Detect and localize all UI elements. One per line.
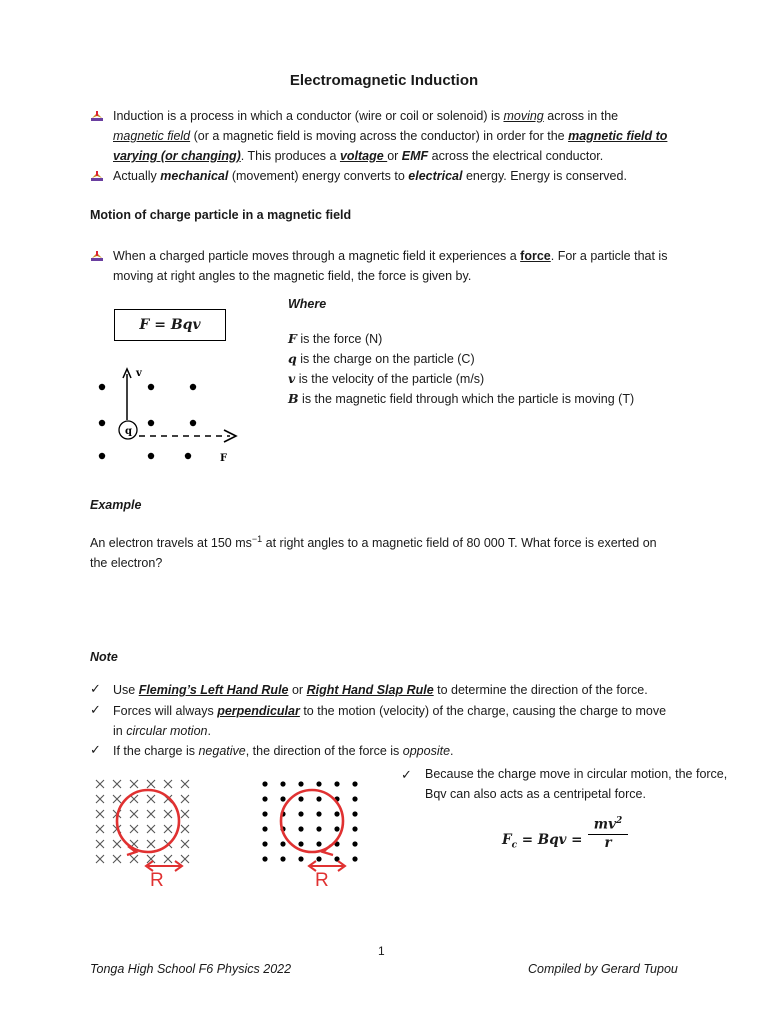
cross-mark xyxy=(113,795,121,803)
cross-mark xyxy=(147,780,155,788)
cross-mark xyxy=(130,825,138,833)
radius-label: R xyxy=(315,870,329,891)
circular-motion-into-page-diagram xyxy=(90,776,205,891)
definitions-list xyxy=(288,329,688,409)
cross-mark xyxy=(147,825,155,833)
charge-label: q xyxy=(125,426,132,437)
dot-mark xyxy=(352,856,357,861)
cross-mark xyxy=(181,795,189,803)
check-icon: ✓ xyxy=(90,681,101,696)
dot-mark xyxy=(262,826,267,831)
bullet-icon xyxy=(90,170,104,184)
cross-mark xyxy=(113,855,121,863)
footer-left: Tonga High School F6 Physics 2022 xyxy=(90,962,292,976)
dot-mark xyxy=(280,856,285,861)
dot-mark xyxy=(262,811,267,816)
definition-item: B is the magnetic field through which the particle is moving (T) xyxy=(288,391,635,406)
dot-mark xyxy=(334,811,339,816)
note-item-4: Because the charge move in circular motion, the force, Bqv can also acts as a centripetal force. xyxy=(425,767,728,801)
cross-mark xyxy=(96,810,104,818)
velocity-label: v xyxy=(136,368,142,379)
cross-mark xyxy=(113,840,121,848)
bullet-icon xyxy=(90,110,104,124)
note-item-3: If the charge is negative, the direction of the force is opposite. xyxy=(113,744,454,758)
definition-item: F is the force (N) xyxy=(288,331,383,346)
cross-mark xyxy=(164,780,172,788)
dot-mark xyxy=(262,841,267,846)
cross-mark xyxy=(130,810,138,818)
dot-mark xyxy=(298,856,303,861)
page-number: 1 xyxy=(378,944,385,958)
cross-mark xyxy=(164,825,172,833)
dot-mark xyxy=(352,826,357,831)
footer-right: Compiled by Gerard Tupou xyxy=(528,962,678,976)
cross-mark xyxy=(130,855,138,863)
section-bullet: When a charged particle moves through a magnetic field it experiences a force. For a particle that is moving at right angles to the magnetic field, the force is given by. xyxy=(113,249,668,283)
note-heading: Note xyxy=(90,650,118,664)
dot-mark xyxy=(298,796,303,801)
cross-mark xyxy=(147,795,155,803)
centripetal-formula: $F_c$ = Bqv = xyxy=(502,832,583,851)
cross-mark xyxy=(96,855,104,863)
cross-mark xyxy=(181,840,189,848)
intro-bullet-1: Induction is a process in which a conductor (wire or coil or solenoid) is moving across in the magnetic field (or a magnetic field is moving across the conductor) in order for the magnetic field to varying (or changing). This produces a voltage or EMF across the electrical conductor. xyxy=(113,109,668,163)
dot-mark xyxy=(280,796,285,801)
circular-path xyxy=(281,790,343,852)
dot-mark xyxy=(262,796,267,801)
bullet-icon xyxy=(90,250,104,264)
dot-mark xyxy=(298,826,303,831)
force-diagram xyxy=(90,362,250,472)
formula-box: F = Bqv xyxy=(114,309,226,341)
dot-mark xyxy=(352,841,357,846)
dot-mark xyxy=(262,781,267,786)
note-item-2: Forces will always perpendicular to the motion (velocity) of the charge, causing the charge to move in circular motion. xyxy=(113,704,667,738)
page-title: Electromagnetic Induction xyxy=(289,72,479,89)
dot-mark xyxy=(298,781,303,786)
cross-mark xyxy=(96,780,104,788)
example-question: An electron travels at 150 $ms^{-1}$ at right angles to a magnetic field of 80 000 T. What force is exerted on the electron? xyxy=(90,534,657,571)
cross-mark xyxy=(164,855,172,863)
definition-item: q is the charge on the particle (C) xyxy=(288,351,475,366)
force-label: F xyxy=(220,453,228,464)
check-icon: ✓ xyxy=(401,767,412,782)
check-icon: ✓ xyxy=(90,742,101,757)
cross-mark xyxy=(147,840,155,848)
cross-mark xyxy=(181,780,189,788)
check-icon: ✓ xyxy=(90,702,101,717)
cross-mark xyxy=(130,780,138,788)
dot-mark xyxy=(334,826,339,831)
radius-label: R xyxy=(150,870,164,891)
where-label: Where xyxy=(288,297,327,311)
dot-mark xyxy=(334,781,339,786)
dot-mark xyxy=(262,856,267,861)
dot-mark xyxy=(316,796,321,801)
fraction: $mv^2$ r xyxy=(588,816,628,851)
cross-mark xyxy=(164,810,172,818)
circular-motion-out-of-page-diagram xyxy=(255,776,370,891)
dot-mark xyxy=(316,781,321,786)
cross-mark xyxy=(96,795,104,803)
dot-mark xyxy=(352,811,357,816)
field-dots xyxy=(99,384,196,459)
dot-mark xyxy=(352,796,357,801)
cross-mark xyxy=(96,840,104,848)
dot-mark xyxy=(298,811,303,816)
intro-bullet-2: Actually mechanical (movement) energy converts to electrical energy. Energy is conserved. xyxy=(113,169,627,183)
section-heading: Motion of charge particle in a magnetic field xyxy=(90,208,352,222)
cross-mark xyxy=(96,825,104,833)
dot-mark xyxy=(316,841,321,846)
dot-mark xyxy=(280,841,285,846)
cross-mark xyxy=(181,810,189,818)
direction-arrowhead xyxy=(127,846,136,855)
dot-mark xyxy=(316,811,321,816)
cross-mark xyxy=(181,825,189,833)
dot-mark xyxy=(280,781,285,786)
dot-mark xyxy=(316,856,321,861)
dot-mark xyxy=(298,841,303,846)
circular-path xyxy=(117,790,179,852)
dot-mark xyxy=(316,826,321,831)
dot-mark xyxy=(352,781,357,786)
definition-item: v is the velocity of the particle (m/s) xyxy=(288,371,485,386)
cross-mark xyxy=(113,780,121,788)
cross-mark xyxy=(181,855,189,863)
example-heading: Example xyxy=(90,498,142,512)
cross-mark xyxy=(147,810,155,818)
note-item-1: Use Fleming’s Left Hand Rule or Right Hand Slap Rule to determine the direction of the force. xyxy=(113,683,648,697)
